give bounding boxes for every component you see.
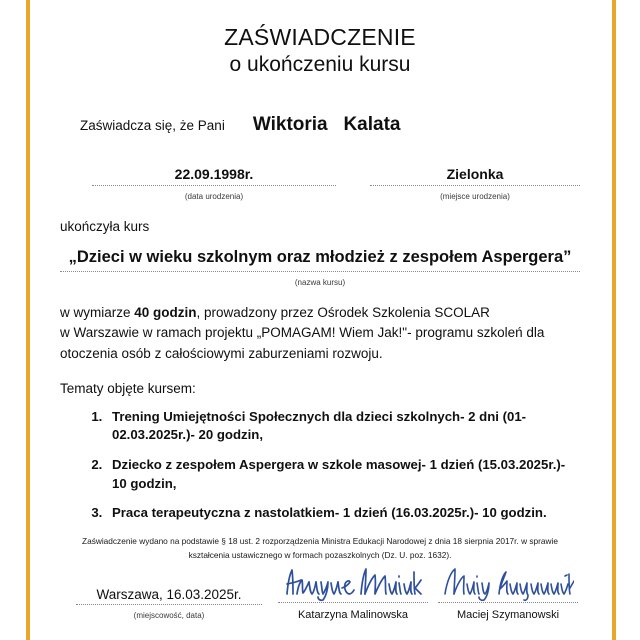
place-date-caption: (miejscowość, data) xyxy=(133,611,205,620)
decorative-stripe-left xyxy=(26,0,30,640)
recipient-name: Wiktoria Kalata xyxy=(252,113,401,135)
signature-ink-2 xyxy=(438,562,578,602)
birth-place-caption: (miejsce urodzenia) xyxy=(440,191,510,201)
course-name-value: „Dzieci w wieku szkolnym oraz młodzież z zespołem Aspergera” xyxy=(68,247,572,266)
signatory-name-1: Katarzyna Malinowska xyxy=(297,609,409,621)
recipient-row xyxy=(60,114,580,136)
description-line-2: w Warszawie w ramach projektu „POMAGAM! Wiem Jak!"- programu szkoleń dla xyxy=(60,325,545,341)
signature-block-1 xyxy=(278,562,428,621)
course-name-block xyxy=(60,248,580,287)
course-hours: 40 godzin xyxy=(134,304,197,320)
course-name-caption: (nazwa kursu) xyxy=(294,277,346,287)
birth-date-value: 22.09.1998r. xyxy=(174,165,254,182)
page-subtitle: o ukończeniu kursu xyxy=(229,52,411,76)
decorative-stripe-right xyxy=(612,0,616,640)
signature-rule-1 xyxy=(278,602,428,603)
list-item: 3. Praca terapeutyczna z nastolatkiem- 1 dzień (16.03.2025r.)- 10 godzin. xyxy=(106,504,580,523)
signature-footer xyxy=(60,562,580,621)
list-item: 2. Dziecko z zespołem Aspergera w szkole masowej- 1 dzień (15.03.2025r.)- 10 godzin, xyxy=(106,456,580,493)
recipient-intro-label: Zaświadcza się, że Pani xyxy=(80,117,225,133)
birth-place-field xyxy=(370,166,580,201)
legal-line-2: 2017r. w sprawie kształcenia ustawicznego w formach pozaszkolnych (Dz. U. poz. 1632). xyxy=(188,536,558,560)
topics-intro-label: Tematy objęte kursem: xyxy=(60,380,196,396)
birth-place-rule xyxy=(370,185,580,186)
course-description xyxy=(60,303,580,365)
place-date-value: Warszawa, 16.03.2025r. xyxy=(96,587,242,602)
place-date-field xyxy=(76,562,262,621)
birth-date-rule xyxy=(92,185,336,186)
birth-date-field xyxy=(92,166,336,201)
certificate-title-block xyxy=(60,0,580,78)
description-prefix: w wymiarze xyxy=(60,304,135,320)
list-item: 1. Trening Umiejętności Społecznych dla dzieci szkolnych- 2 dni (01-02.03.2025r.)- 20 godzin, xyxy=(106,408,580,445)
description-line-3: otoczenia osób z całościowymi zaburzeniami rozwoju. xyxy=(60,346,383,361)
course-name-rule xyxy=(60,271,580,272)
legal-note xyxy=(60,535,580,562)
certificate-body xyxy=(60,0,580,640)
birth-place-value: Zielonka xyxy=(446,165,504,182)
legal-line-1: Zaświadczenie wydano na podstawie § 18 ust. 2 rozporządzenia Ministra Edukacji Narodowej z dnia 18 sierpnia xyxy=(82,536,494,547)
place-date-rule xyxy=(76,604,262,605)
page-title: ZAŚWIADCZENIE xyxy=(224,24,416,50)
signatory-name-2: Maciej Szymanowski xyxy=(456,609,560,621)
description-suffix: , prowadzony przez Ośrodek Szkolenia SCOLAR xyxy=(196,304,490,320)
birth-date-caption: (data urodzenia) xyxy=(184,191,244,201)
signature-block-2 xyxy=(438,562,578,621)
signature-ink-1 xyxy=(278,562,428,602)
signature-rule-2 xyxy=(438,602,578,603)
topics-list xyxy=(60,408,580,524)
birth-details-row xyxy=(60,166,580,201)
completed-course-label: ukończyła kurs xyxy=(60,218,150,234)
